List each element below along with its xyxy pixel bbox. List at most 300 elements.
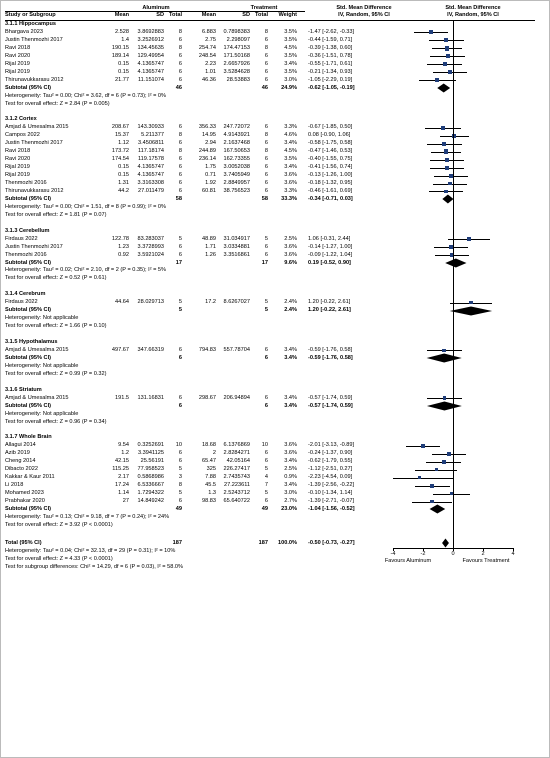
cell-weight: 3.5% bbox=[284, 68, 297, 75]
cell-weight: 3.5% bbox=[284, 52, 297, 59]
x-tick bbox=[393, 548, 394, 551]
cell-total1: 6 bbox=[178, 68, 182, 75]
heterogeneity: Heterogeneity: Tau² = 0.02; Chi² = 2.10, df = 2 (P = 0.35); I² = 5% bbox=[5, 267, 167, 274]
cell-sd1: 117.18174 bbox=[137, 148, 164, 155]
cell-weight: 3.0% bbox=[284, 490, 297, 497]
overall-effect: Test for overall effect: Z = 1.66 (P = 0.10) bbox=[5, 323, 107, 330]
subtotal-diamond bbox=[1, 401, 550, 413]
cell-weight: 2.7% bbox=[284, 498, 297, 504]
cell-mean1: 2.528 bbox=[115, 28, 129, 35]
point-estimate bbox=[448, 182, 452, 186]
cell-weight: 3.6% bbox=[284, 180, 297, 186]
cell-weight: 3.3% bbox=[284, 187, 297, 194]
x-tick bbox=[423, 548, 424, 551]
subtotal-total1: 49 bbox=[175, 505, 182, 512]
cell-total1: 6 bbox=[178, 164, 182, 171]
cell-mean1: 1.12 bbox=[118, 140, 129, 147]
cell-total2: 6 bbox=[264, 498, 268, 504]
cell-smd-ci: 1.20 [-0.22, 2.61] bbox=[308, 299, 351, 306]
cell-sd2: 206.94894 bbox=[223, 394, 250, 401]
cell-weight: 2.4% bbox=[284, 299, 297, 306]
subtotal-weight: 33.3% bbox=[281, 195, 297, 202]
cell-mean2: 98.83 bbox=[202, 498, 216, 504]
cell-smd-ci: -1.47 [-2.62, -0.33] bbox=[308, 28, 355, 35]
overall-effect: Test for overall effect: Z = 0.96 (P = 0.34) bbox=[5, 418, 107, 425]
study-name: Rijal 2019 bbox=[5, 68, 30, 75]
study-name: Amjad & Umesalma 2015 bbox=[5, 346, 69, 353]
cell-weight: 3.6% bbox=[284, 243, 297, 250]
x-tick-label: 0 bbox=[451, 550, 455, 557]
cell-weight: 4.5% bbox=[284, 148, 297, 155]
cell-mean1: 174.54 bbox=[111, 156, 129, 163]
subtotal-diamond bbox=[1, 353, 550, 365]
subgroup-title: 3.1.6 Striatum bbox=[5, 386, 42, 393]
cell-total1: 6 bbox=[178, 36, 182, 43]
favours-left: Favours Aluminum bbox=[384, 557, 432, 564]
x-tick-label: 4 bbox=[511, 550, 515, 557]
cell-mean2: 7.88 bbox=[205, 474, 216, 481]
subtotal-total2: 5 bbox=[264, 307, 268, 314]
study-name: Allagui 2014 bbox=[5, 442, 36, 449]
cell-total2: 6 bbox=[264, 60, 268, 67]
cell-mean2: 6.883 bbox=[202, 28, 216, 35]
point-estimate bbox=[435, 468, 438, 471]
cell-smd-ci: -0.46 [-1.61, 0.69] bbox=[308, 187, 353, 194]
subtotal-total2: 46 bbox=[261, 84, 268, 91]
cell-smd-ci: -0.47 [-1.46, 0.53] bbox=[308, 148, 353, 155]
cell-total1: 5 bbox=[178, 235, 182, 242]
point-estimate bbox=[442, 349, 446, 353]
header-rule-top bbox=[5, 11, 305, 12]
col-weight: Weight bbox=[278, 12, 297, 18]
study-name: Campos 2022 bbox=[5, 132, 40, 139]
subgroup-differences: Test for subgroup differences: Chi² = 14.29, df = 6 (P = 0.03), I² = 58.0% bbox=[5, 563, 183, 570]
cell-sd2: 174.47153 bbox=[223, 44, 250, 51]
x-tick bbox=[483, 548, 484, 551]
study-name: Kakkar & Kaur 2011 bbox=[5, 474, 55, 481]
cell-mean1: 1.31 bbox=[118, 180, 129, 186]
cell-mean1: 15.37 bbox=[115, 132, 129, 139]
overall-effect: Test for overall effect: Z = 2.84 (P = 0.005) bbox=[5, 100, 110, 107]
cell-total2: 6 bbox=[264, 164, 268, 171]
cell-sd2: 3.0052038 bbox=[223, 164, 250, 171]
cell-sd2: 2.8284271 bbox=[223, 450, 250, 457]
cell-sd2: 557.78704 bbox=[223, 346, 250, 353]
col-total1: Total bbox=[169, 12, 182, 18]
cell-total2: 4 bbox=[264, 474, 268, 481]
cell-total2: 6 bbox=[264, 124, 268, 131]
cell-mean1: 497.67 bbox=[111, 346, 129, 353]
cell-total2: 6 bbox=[264, 68, 268, 75]
cell-total1: 6 bbox=[178, 60, 182, 67]
cell-sd1: 119.17578 bbox=[137, 156, 164, 163]
cell-total1: 8 bbox=[178, 482, 182, 489]
cell-total2: 8 bbox=[264, 132, 268, 139]
cell-total1: 5 bbox=[178, 466, 182, 473]
cell-mean1: 2.17 bbox=[118, 474, 129, 481]
cell-weight: 3.4% bbox=[284, 346, 297, 353]
cell-sd1: 4.1365747 bbox=[137, 60, 164, 67]
study-name: Prabhakar 2020 bbox=[5, 498, 45, 504]
cell-sd1: 27.011479 bbox=[137, 187, 164, 194]
cell-total2: 6 bbox=[264, 180, 268, 186]
heterogeneity: Heterogeneity: Not applicable bbox=[5, 315, 79, 322]
cell-total2: 6 bbox=[264, 140, 268, 147]
subgroup-title: 3.1.2 Cortex bbox=[5, 116, 37, 123]
cell-total2: 6 bbox=[264, 172, 268, 179]
cell-sd1: 129.49954 bbox=[137, 52, 164, 59]
cell-total1: 6 bbox=[178, 76, 182, 83]
cell-total1: 8 bbox=[178, 132, 182, 139]
cell-total1: 6 bbox=[178, 52, 182, 59]
total-total1: 187 bbox=[172, 539, 182, 546]
cell-sd1: 4.1365747 bbox=[137, 172, 164, 179]
plot-header-top: Std. Mean Difference bbox=[445, 5, 501, 11]
cell-total1: 6 bbox=[178, 243, 182, 250]
study-name: Ravi 2018 bbox=[5, 44, 31, 51]
cell-mean2: 1.92 bbox=[205, 180, 216, 186]
cell-smd-ci: -0.21 [-1.34, 0.93] bbox=[308, 68, 353, 75]
cell-smd-ci: -2.01 [-3.13, -0.89] bbox=[308, 442, 355, 449]
overall-effect: Test for overall effect: Z = 0.99 (P = 0.32) bbox=[5, 370, 107, 377]
subtotal-total2: 6 bbox=[264, 354, 268, 361]
cell-mean2: 244.89 bbox=[198, 148, 216, 155]
cell-sd2: 28.53883 bbox=[226, 76, 250, 83]
cell-smd-ci: 1.06 [-0.31, 2.44] bbox=[308, 235, 351, 242]
smd-header-bottom: IV, Random, 95% CI bbox=[338, 12, 390, 18]
cell-weight: 3.4% bbox=[284, 482, 297, 489]
point-estimate bbox=[430, 500, 433, 503]
cell-smd-ci: -0.59 [-1.76, 0.58] bbox=[308, 346, 353, 353]
cell-total1: 3 bbox=[178, 474, 182, 481]
subgroup-title: 3.1.1 Hippocampus bbox=[5, 21, 56, 27]
cell-total2: 5 bbox=[264, 235, 268, 242]
cell-total1: 6 bbox=[178, 498, 182, 504]
cell-mean2: 1.26 bbox=[205, 251, 216, 258]
cell-mean1: 44.2 bbox=[118, 187, 129, 194]
x-tick-label: 2 bbox=[481, 550, 485, 557]
cell-smd-ci: -2.23 [-4.54, 0.09] bbox=[308, 474, 353, 481]
subtotal-ci: -1.04 [-1.56, -0.52] bbox=[308, 505, 355, 512]
point-estimate bbox=[444, 38, 448, 42]
subtotal-ci: -0.34 [-0.71, 0.03] bbox=[308, 195, 353, 202]
cell-total2: 6 bbox=[264, 52, 268, 59]
null-line bbox=[453, 21, 454, 548]
subtotal-total1: 17 bbox=[175, 259, 182, 266]
cell-weight: 3.4% bbox=[284, 394, 297, 401]
cell-total2: 5 bbox=[264, 299, 268, 306]
study-name: Ravi 2020 bbox=[5, 52, 31, 59]
cell-sd2: 3.3516861 bbox=[223, 251, 250, 258]
cell-total2: 6 bbox=[264, 156, 268, 163]
subtotal-total2: 6 bbox=[264, 402, 268, 409]
cell-sd1: 3.3728993 bbox=[137, 243, 164, 250]
subtotal-weight: 24.9% bbox=[281, 84, 297, 91]
study-name: Rijal 2019 bbox=[5, 172, 30, 179]
subtotal-label: Subtotal (95% CI) bbox=[5, 402, 51, 409]
subtotal-weight: 3.4% bbox=[284, 354, 297, 361]
point-estimate bbox=[429, 30, 433, 34]
cell-smd-ci: -1.12 [-2.51, 0.27] bbox=[308, 466, 353, 473]
point-estimate bbox=[467, 237, 470, 240]
heterogeneity: Heterogeneity: Tau² = 0.13; Chi² = 9.18, df = 7 (P = 0.24); I² = 24% bbox=[5, 513, 170, 520]
study-name: Dibacto 2022 bbox=[5, 466, 38, 473]
cell-mean1: 9.54 bbox=[118, 442, 129, 449]
subtotal-diamond-shape bbox=[427, 402, 462, 411]
point-estimate bbox=[445, 46, 449, 50]
subtotal-total1: 5 bbox=[178, 307, 182, 314]
cell-smd-ci: -0.13 [-1.26, 1.00] bbox=[308, 172, 353, 179]
study-name: Amjad & Umesalma 2015 bbox=[5, 124, 69, 131]
cell-mean1: 0.15 bbox=[118, 68, 129, 75]
point-estimate bbox=[448, 70, 452, 74]
subtotal-weight: 2.4% bbox=[284, 307, 297, 314]
heterogeneity: Heterogeneity: Not applicable bbox=[5, 362, 79, 369]
subtotal-total1: 6 bbox=[178, 402, 182, 409]
cell-sd2: 4.9143921 bbox=[223, 132, 250, 139]
group2-header: Treatment bbox=[250, 5, 278, 11]
col-total2: Total bbox=[255, 12, 268, 18]
subtotal-diamond bbox=[1, 83, 550, 95]
study-name: Ravi 2018 bbox=[5, 148, 31, 155]
subtotal-ci: -0.57 [-1.74, 0.59] bbox=[308, 402, 353, 409]
cell-total2: 6 bbox=[264, 450, 268, 457]
cell-weight: 4.6% bbox=[284, 132, 297, 139]
cell-total2: 8 bbox=[264, 44, 268, 51]
favours-right: Favours Treatment bbox=[462, 557, 510, 564]
subtotal-diamond bbox=[1, 306, 550, 318]
cell-weight: 2.5% bbox=[284, 235, 297, 242]
cell-mean2: 2.23 bbox=[205, 60, 216, 67]
subtotal-diamond-shape bbox=[437, 84, 450, 93]
cell-sd1: 3.3163308 bbox=[137, 180, 164, 186]
cell-total2: 8 bbox=[264, 148, 268, 155]
cell-sd2: 3.7405949 bbox=[223, 172, 250, 179]
cell-sd1: 25.56191 bbox=[140, 458, 164, 465]
cell-sd1: 28.029713 bbox=[137, 299, 164, 306]
point-estimate bbox=[445, 158, 449, 162]
cell-smd-ci: -0.10 [-1.34, 1.14] bbox=[308, 490, 353, 497]
cell-weight: 2.5% bbox=[284, 466, 297, 473]
cell-smd-ci: 0.08 [-0.90, 1.06] bbox=[308, 132, 351, 139]
cell-total2: 5 bbox=[264, 466, 268, 473]
cell-total1: 5 bbox=[178, 490, 182, 497]
cell-sd2: 3.5284628 bbox=[223, 68, 250, 75]
cell-sd2: 162.73355 bbox=[223, 156, 250, 163]
cell-weight: 3.4% bbox=[284, 458, 297, 465]
cell-weight: 3.5% bbox=[284, 28, 297, 35]
cell-mean1: 1.2 bbox=[121, 450, 129, 457]
cell-mean2: 2 bbox=[212, 450, 216, 457]
cell-smd-ci: -0.62 [-1.79, 0.55] bbox=[308, 458, 353, 465]
header-rule-bottom bbox=[5, 20, 535, 21]
cell-mean2: 2.94 bbox=[205, 140, 216, 147]
cell-sd1: 3.2526912 bbox=[137, 36, 164, 43]
subtotal-total1: 6 bbox=[178, 354, 182, 361]
subtotal-label: Subtotal (95% CI) bbox=[5, 259, 51, 266]
cell-weight: 3.3% bbox=[284, 124, 297, 131]
cell-total1: 6 bbox=[178, 187, 182, 194]
overall-effect: Test for overall effect: Z = 1.81 (P = 0.07) bbox=[5, 211, 107, 218]
point-estimate bbox=[442, 142, 446, 146]
point-estimate bbox=[445, 166, 449, 170]
subtotal-diamond bbox=[1, 258, 550, 270]
cell-smd-ci: -0.40 [-1.55, 0.75] bbox=[308, 156, 353, 163]
cell-sd2: 42.05164 bbox=[226, 458, 250, 465]
cell-mean1: 42.15 bbox=[115, 458, 129, 465]
group1-header: Aluminum bbox=[142, 5, 170, 11]
cell-mean1: 0.15 bbox=[118, 172, 129, 179]
col-sd1: SD bbox=[156, 12, 164, 18]
cell-total1: 8 bbox=[178, 148, 182, 155]
study-name: Justin Thenmozhi 2017 bbox=[5, 243, 63, 250]
cell-mean1: 0.15 bbox=[118, 164, 129, 171]
study-name: Li 2018 bbox=[5, 482, 24, 489]
cell-smd-ci: -0.57 [-1.74, 0.59] bbox=[308, 394, 353, 401]
point-estimate bbox=[442, 460, 446, 464]
x-tick bbox=[513, 548, 514, 551]
cell-sd1: 0.5868986 bbox=[137, 474, 164, 481]
cell-sd1: 83.283037 bbox=[137, 235, 164, 242]
cell-smd-ci: -0.36 [-1.51, 0.78] bbox=[308, 52, 353, 59]
cell-smd-ci: -0.44 [-1.59, 0.71] bbox=[308, 36, 353, 43]
study-name: Justin Thenmozhi 2017 bbox=[5, 36, 63, 43]
overall-effect: Test for overall effect: Z = 0.52 (P = 0.61) bbox=[5, 275, 107, 282]
subtotal-diamond-shape bbox=[427, 354, 462, 363]
cell-smd-ci: -0.41 [-1.56, 0.74] bbox=[308, 164, 353, 171]
x-tick-label: -2 bbox=[420, 550, 426, 557]
cell-sd1: 5.211377 bbox=[141, 132, 164, 139]
heterogeneity: Heterogeneity: Tau² = 0.00; Chi² = 3.62, df = 6 (P = 0.73); I² = 0% bbox=[5, 92, 167, 99]
study-name: Thenmozhi 2016 bbox=[5, 180, 47, 186]
cell-mean2: 236.14 bbox=[198, 156, 216, 163]
cell-total1: 8 bbox=[178, 28, 182, 35]
subtotal-diamond bbox=[1, 504, 550, 516]
cell-sd1: 4.1365747 bbox=[137, 164, 164, 171]
col-mean1: Mean bbox=[114, 12, 129, 18]
cell-sd2: 27.223611 bbox=[223, 482, 250, 489]
subtotal-weight: 9.6% bbox=[284, 259, 297, 266]
cell-weight: 3.4% bbox=[284, 164, 297, 171]
col-study: Study or Subgroup bbox=[5, 12, 56, 18]
cell-sd1: 11.151074 bbox=[137, 76, 164, 83]
cell-total1: 6 bbox=[178, 180, 182, 186]
point-estimate bbox=[443, 396, 447, 400]
cell-mean1: 27 bbox=[122, 498, 129, 504]
heterogeneity: Heterogeneity: Not applicable bbox=[5, 410, 79, 417]
cell-sd2: 226.27417 bbox=[223, 466, 250, 473]
cell-total2: 6 bbox=[264, 394, 268, 401]
cell-sd2: 2.1637468 bbox=[223, 140, 250, 147]
cell-sd2: 2.298097 bbox=[226, 36, 250, 43]
cell-sd2: 2.7435743 bbox=[223, 474, 250, 481]
cell-sd2: 8.6267027 bbox=[223, 299, 250, 306]
cell-mean1: 189.14 bbox=[111, 52, 129, 59]
subtotal-ci: -0.62 [-1.05, -0.19] bbox=[308, 84, 355, 91]
point-estimate bbox=[446, 54, 450, 58]
study-name: Thirunavukkarasu 2012 bbox=[5, 187, 64, 194]
point-estimate bbox=[444, 149, 448, 153]
cell-total1: 6 bbox=[178, 156, 182, 163]
cell-mean1: 122.78 bbox=[111, 235, 129, 242]
cell-mean2: 1.75 bbox=[205, 164, 216, 171]
cell-weight: 3.6% bbox=[284, 450, 297, 457]
subtotal-ci: 1.20 [-0.22, 2.61] bbox=[308, 307, 351, 314]
cell-mean2: 1.3 bbox=[208, 490, 216, 497]
cell-weight: 4.5% bbox=[284, 44, 297, 51]
cell-weight: 3.6% bbox=[284, 251, 297, 258]
cell-mean1: 0.92 bbox=[118, 251, 129, 258]
cell-total1: 6 bbox=[178, 172, 182, 179]
cell-mean2: 18.68 bbox=[202, 442, 216, 449]
total-label: Total (95% CI) bbox=[5, 539, 42, 546]
cell-sd2: 2.5243712 bbox=[223, 490, 250, 497]
study-name: Thenmozhi 2016 bbox=[5, 251, 47, 258]
cell-smd-ci: -0.14 [-1.27, 1.00] bbox=[308, 243, 353, 250]
point-estimate bbox=[435, 78, 439, 82]
cell-sd2: 31.034917 bbox=[223, 235, 250, 242]
subtotal-total2: 49 bbox=[261, 505, 268, 512]
cell-total2: 6 bbox=[264, 187, 268, 194]
cell-mean1: 1.23 bbox=[118, 243, 129, 250]
cell-sd1: 347.66319 bbox=[137, 346, 164, 353]
cell-total2: 6 bbox=[264, 458, 268, 465]
cell-sd2: 171.50168 bbox=[223, 52, 250, 59]
cell-total2: 10 bbox=[261, 442, 268, 449]
cell-sd1: 1.7294322 bbox=[137, 490, 164, 497]
study-name: Amjad & Umesalma 2015 bbox=[5, 394, 69, 401]
cell-sd2: 6.1376869 bbox=[223, 442, 250, 449]
cell-weight: 3.4% bbox=[284, 60, 297, 67]
cell-smd-ci: -0.67 [-1.85, 0.50] bbox=[308, 124, 353, 131]
cell-mean2: 17.2 bbox=[205, 299, 216, 306]
cell-total1: 6 bbox=[178, 251, 182, 258]
col-mean2: Mean bbox=[201, 12, 216, 18]
cell-mean2: 325 bbox=[206, 466, 216, 473]
subtotal-total2: 58 bbox=[261, 195, 268, 202]
cell-total1: 5 bbox=[178, 299, 182, 306]
cell-mean2: 794.83 bbox=[198, 346, 216, 353]
subgroup-title: 3.1.5 Hypothalamus bbox=[5, 339, 58, 345]
cell-mean1: 44.64 bbox=[115, 299, 129, 306]
cell-total2: 6 bbox=[264, 243, 268, 250]
cell-weight: 3.6% bbox=[284, 442, 297, 449]
subtotal-ci: -0.59 [-1.76, 0.58] bbox=[308, 354, 353, 361]
x-tick bbox=[453, 548, 454, 551]
subtotal-diamond-shape bbox=[450, 306, 492, 315]
cell-smd-ci: -0.24 [-1.37, 0.90] bbox=[308, 450, 353, 457]
point-estimate bbox=[441, 126, 445, 130]
cell-smd-ci: -0.55 [-1.71, 0.61] bbox=[308, 60, 353, 67]
cell-sd1: 143.30933 bbox=[137, 124, 164, 131]
subtotal-diamond-shape bbox=[445, 259, 466, 268]
cell-mean2: 298.67 bbox=[198, 394, 216, 401]
cell-sd1: 77.958523 bbox=[137, 466, 164, 473]
cell-mean2: 45.5 bbox=[205, 482, 216, 489]
subtotal-label: Subtotal (95% CI) bbox=[5, 84, 51, 91]
point-estimate bbox=[443, 62, 447, 66]
study-name: Thirunavukkarasu 2012 bbox=[5, 76, 64, 83]
cell-sd2: 2.6657926 bbox=[223, 60, 250, 67]
overall-effect: Test for overall effect: Z = 3.92 (P < 0.0001) bbox=[5, 521, 113, 528]
subtotal-total1: 46 bbox=[175, 84, 182, 91]
cell-total1: 8 bbox=[178, 44, 182, 51]
point-estimate bbox=[430, 484, 434, 488]
col-sd2: SD bbox=[242, 12, 250, 18]
cell-mean2: 0.71 bbox=[205, 172, 216, 179]
study-name: Justin Thenmozhi 2017 bbox=[5, 140, 63, 147]
ci-line bbox=[393, 478, 454, 479]
